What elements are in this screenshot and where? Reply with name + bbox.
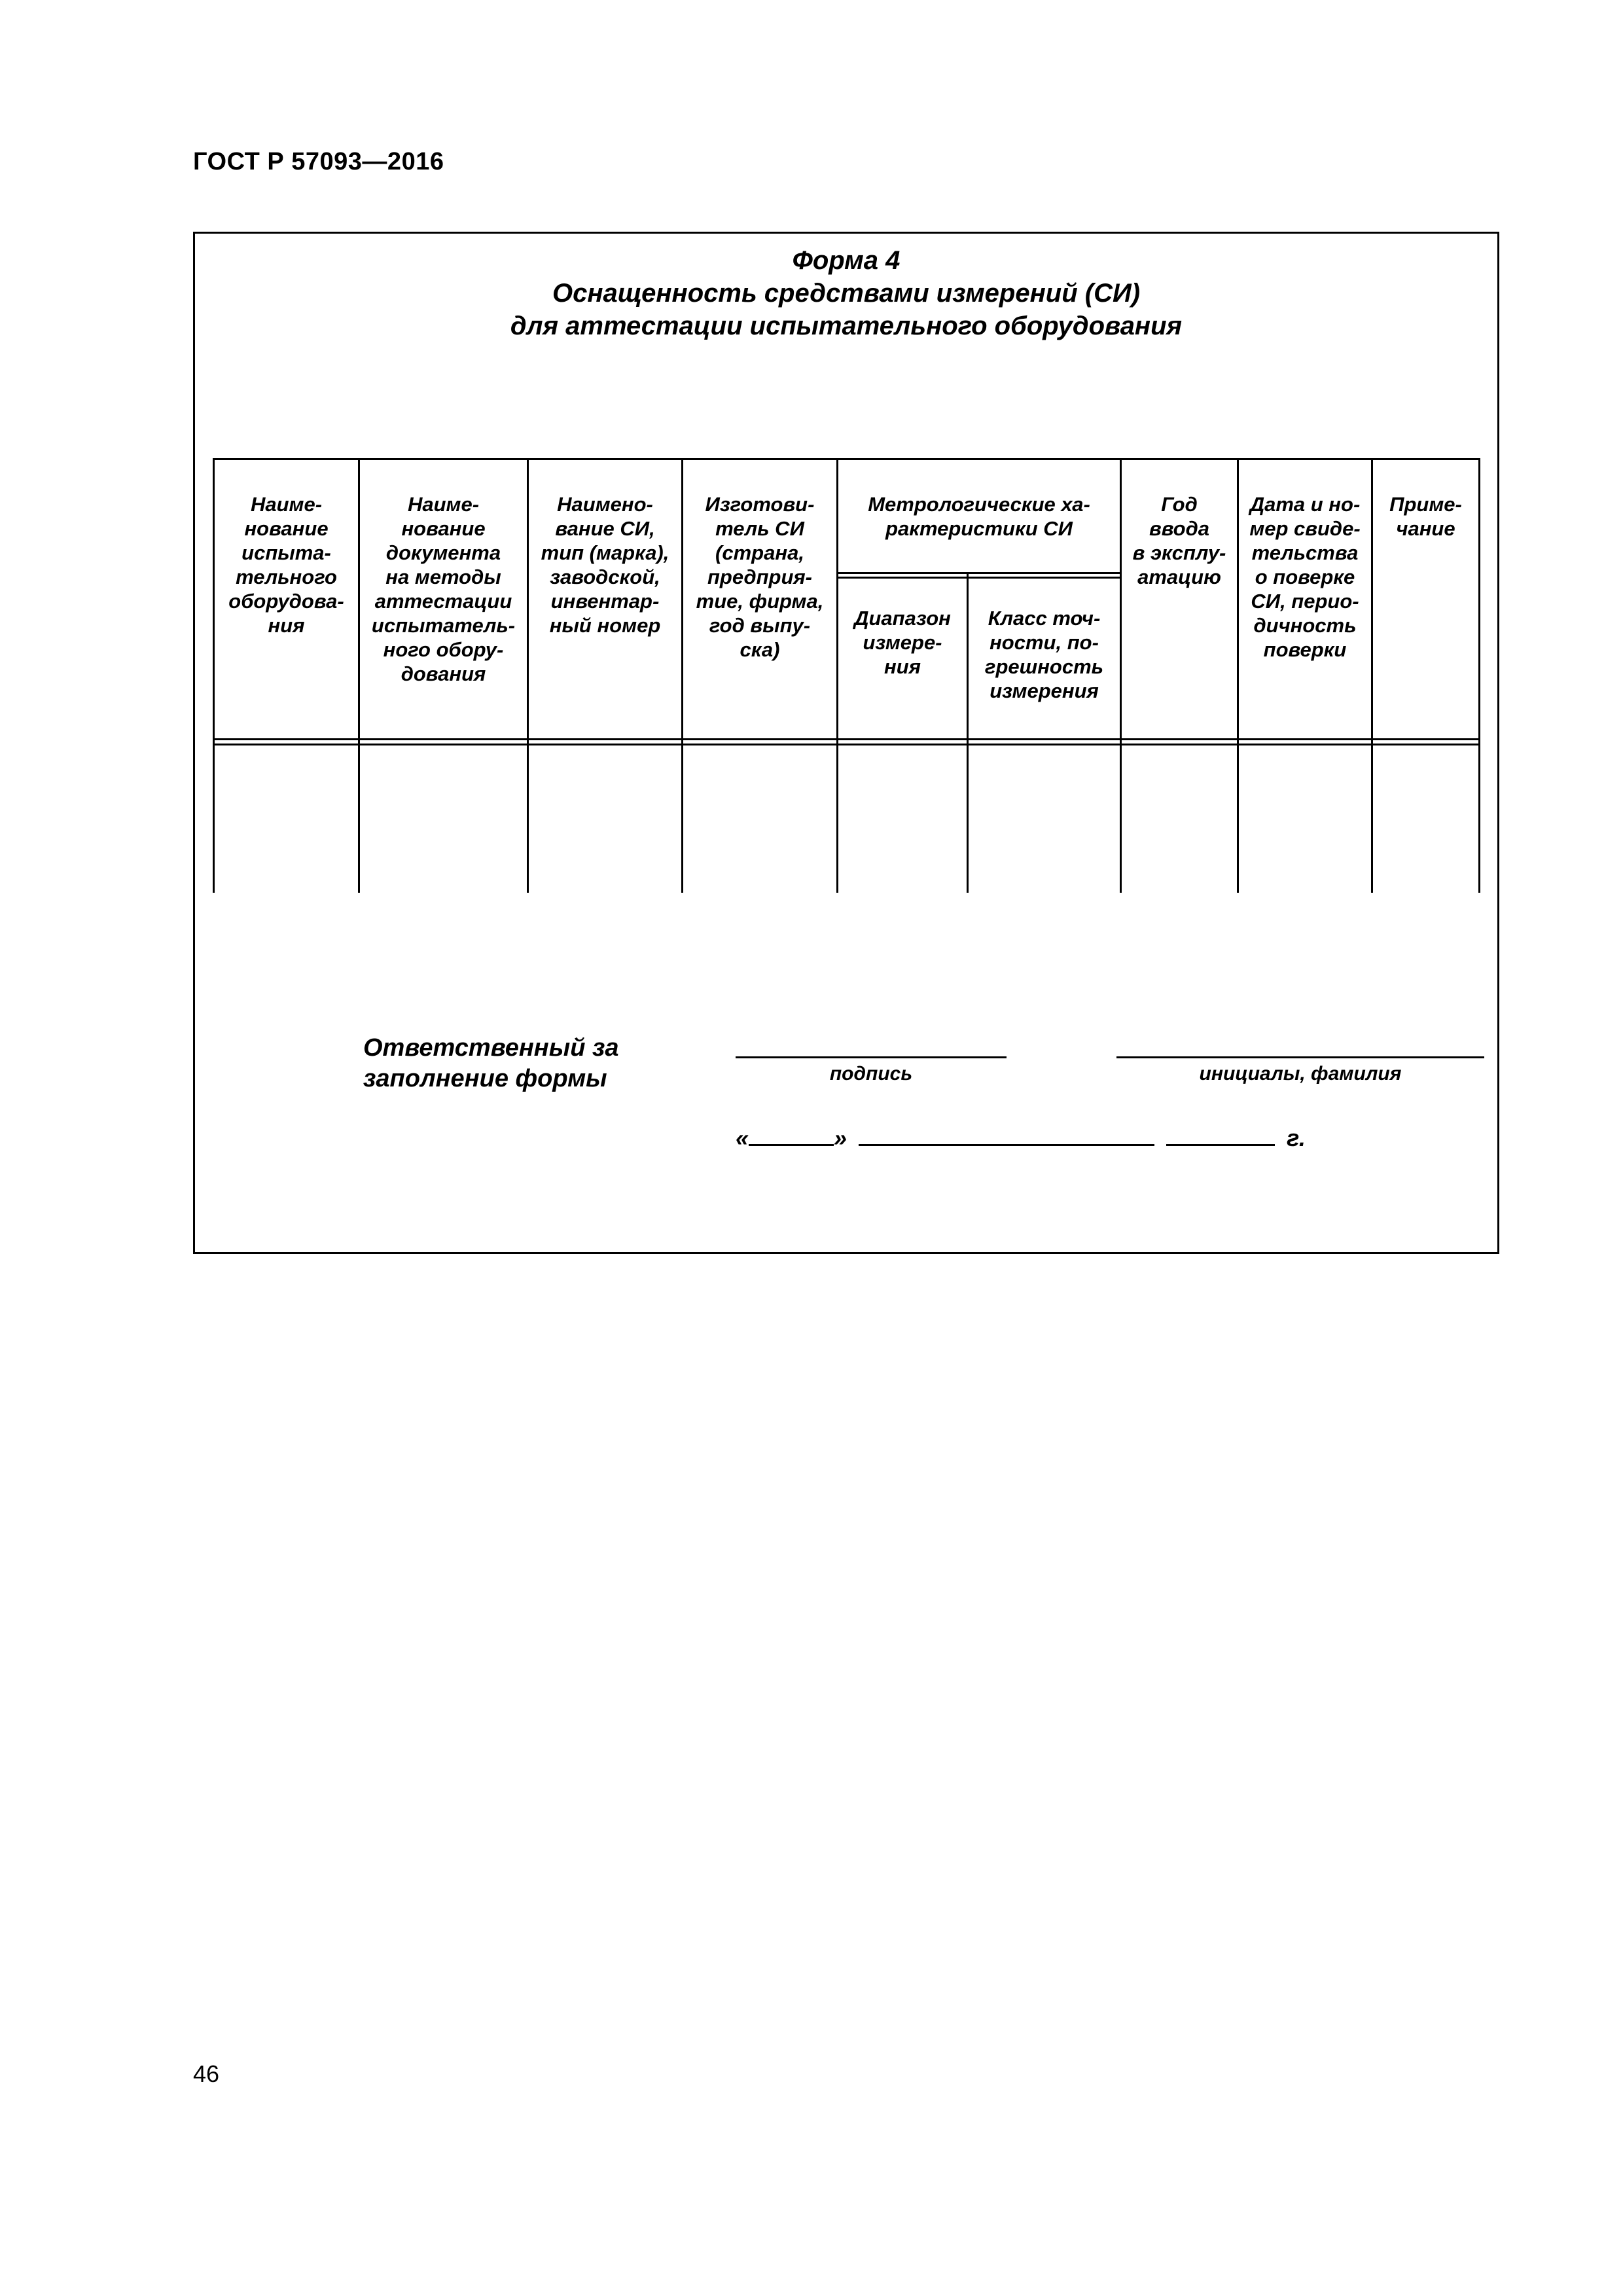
col-header-method-document: Наиме- нование документа на методы аттестации испытатель- ного обору- дования	[371, 493, 516, 685]
date-close-quote: »	[834, 1124, 847, 1151]
form-title-line-1: Оснащенность средствами измерений (СИ)	[552, 279, 1141, 308]
col-header-commissioning-year: Год ввода в эксплу- атацию	[1132, 493, 1226, 588]
table-col-border	[1478, 458, 1480, 893]
date-open-quote: «	[736, 1124, 749, 1151]
col-header-instrument-name: Наимено- вание СИ, тип (марка), заводской, инвентар- ный номер	[541, 493, 669, 637]
date-line	[736, 1124, 1306, 1152]
header-bottom-line-2	[213, 744, 1480, 745]
metro-subheader-line	[836, 572, 1120, 574]
metro-subheader-line-2	[836, 577, 1120, 579]
col-header-measurement-range: Диапазон измере- ния	[854, 607, 951, 678]
day-blank	[749, 1124, 834, 1146]
signature-caption: подпись	[829, 1063, 913, 1085]
col-header-equipment-name: Наиме- нование испыта- тельного оборудова- ния	[228, 493, 344, 637]
col-header-note: Приме- чание	[1389, 493, 1462, 540]
form-number: Форма 4	[792, 246, 901, 275]
name-caption: инициалы, фамилия	[1199, 1063, 1402, 1085]
col-header-verification-certificate: Дата и но- мер свиде- тельства о поверке СИ, перио- дичность поверки	[1249, 493, 1361, 661]
col-header-metrological-characteristics: Метрологические ха- рактеристики СИ	[868, 493, 1090, 540]
name-line	[1116, 1056, 1484, 1058]
responsible-label: Ответственный за заполнение формы	[363, 1034, 619, 1092]
form-title	[195, 244, 1497, 342]
col-header-accuracy-class: Класс точ- ности, по- грешность измерения	[984, 607, 1104, 702]
equipment-table	[213, 458, 1480, 893]
document-header: ГОСТ Р 57093—2016	[193, 148, 444, 175]
form-title-line-2: для аттестации испытательного оборудования	[510, 312, 1183, 340]
header-bottom-line	[213, 738, 1480, 740]
table-top-border	[213, 458, 1480, 460]
col-header-manufacturer: Изготови- тель СИ (страна, предприя- тие, фирма, год выпу- ска)	[696, 493, 824, 661]
year-blank	[1166, 1124, 1275, 1146]
year-suffix: г.	[1287, 1124, 1306, 1151]
month-blank	[859, 1124, 1154, 1146]
page-number: 46	[193, 2060, 220, 2087]
signature-line	[736, 1056, 1007, 1058]
